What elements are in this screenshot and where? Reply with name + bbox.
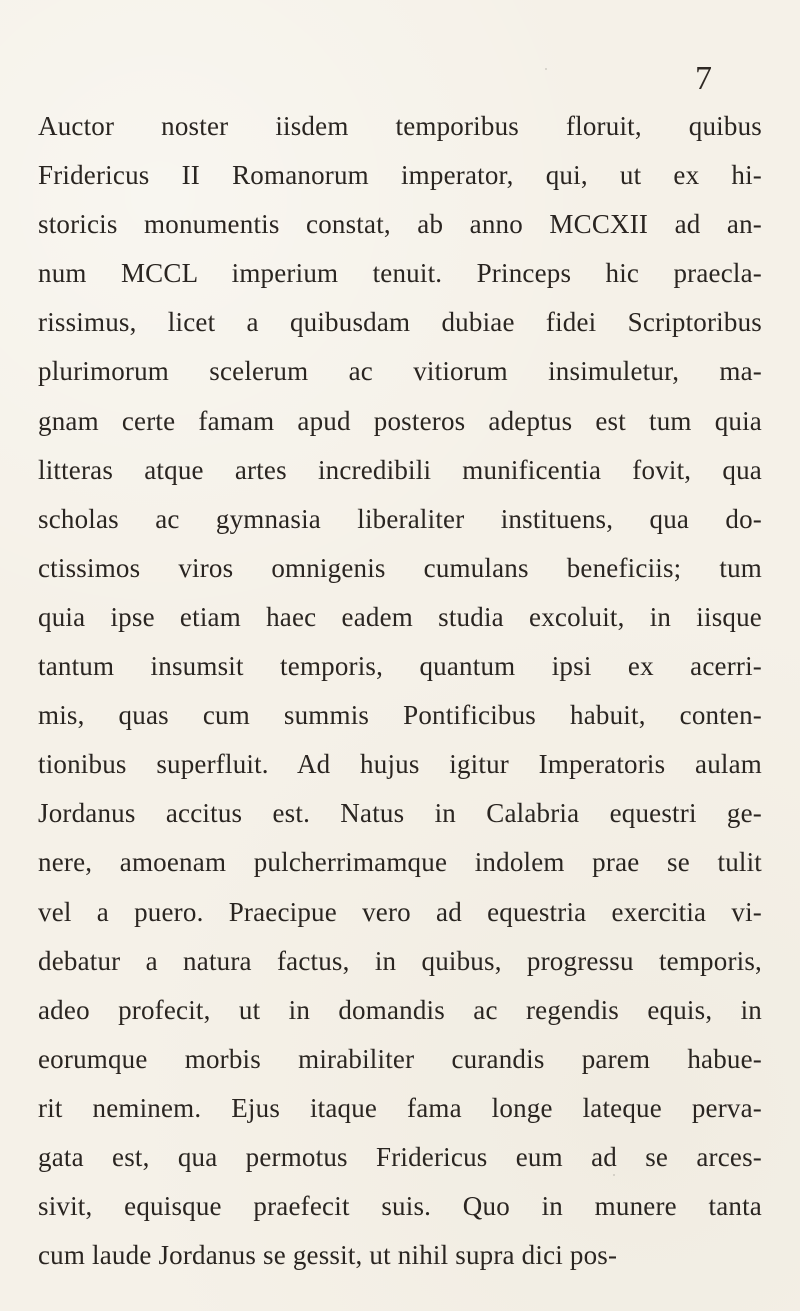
text-line: Auctor noster iisdem temporibus floruit, quibus bbox=[38, 111, 762, 141]
text-line: gata est, qua permotus Fridericus eum ad se arces- bbox=[38, 1141, 762, 1172]
text-line: tantum insumsit temporis, quantum ipsi ex acerri- bbox=[38, 651, 762, 682]
text-line: storicis monumentis constat, ab anno MCCXII ad an- bbox=[38, 209, 762, 240]
text-line: Fridericus II Romanorum imperator, qui, ut ex hi- bbox=[38, 160, 762, 191]
text-line: plurimorum scelerum ac vitiorum insimuletur, ma- bbox=[38, 356, 762, 387]
page-number: 7 bbox=[695, 60, 712, 97]
text-line: debatur a natura factus, in quibus, progressu temporis, bbox=[38, 945, 762, 976]
text-line: ctissimos viros omnigenis cumulans beneficiis; tum bbox=[38, 552, 762, 583]
text-line: adeo profecit, ut in domandis ac regendis equis, in bbox=[38, 994, 762, 1025]
text-line: num MCCL imperium tenuit. Princeps hic praecla- bbox=[38, 258, 762, 289]
text-line: nere, amoenam pulcherrimamque indolem prae se tulit bbox=[38, 847, 762, 878]
text-line: quia ipse etiam haec eadem studia excoluit, in iisque bbox=[38, 601, 762, 632]
text-line: litteras atque artes incredibili munificentia fovit, qua bbox=[38, 454, 762, 485]
text-line: gnam certe famam apud posteros adeptus est tum quia bbox=[38, 405, 762, 436]
text-line: rissimus, licet a quibusdam dubiae fidei Scriptoribus bbox=[38, 307, 762, 338]
paper-speck bbox=[545, 68, 547, 70]
text-line: mis, quas cum summis Pontificibus habuit, conten- bbox=[38, 700, 762, 731]
paper-speck bbox=[613, 1174, 615, 1176]
text-line: cum laude Jordanus se gessit, ut nihil supra dici pos- bbox=[38, 1240, 618, 1271]
body-text bbox=[38, 102, 762, 1280]
text-line: vel a puero. Praecipue vero ad equestria exercitia vi- bbox=[38, 896, 762, 927]
text-line: Jordanus accitus est. Natus in Calabria equestri ge- bbox=[38, 798, 762, 829]
text-line: scholas ac gymnasia liberaliter instituens, qua do- bbox=[38, 503, 762, 534]
text-line: sivit, equisque praefecit suis. Quo in munere tanta bbox=[38, 1191, 762, 1222]
text-line: rit neminem. Ejus itaque fama longe lateque perva- bbox=[38, 1092, 762, 1123]
paper-speck bbox=[713, 663, 715, 665]
text-line: tionibus superfluit. Ad hujus igitur Imperatoris aulam bbox=[38, 749, 762, 780]
text-line: eorumque morbis mirabiliter curandis parem habue- bbox=[38, 1043, 762, 1074]
